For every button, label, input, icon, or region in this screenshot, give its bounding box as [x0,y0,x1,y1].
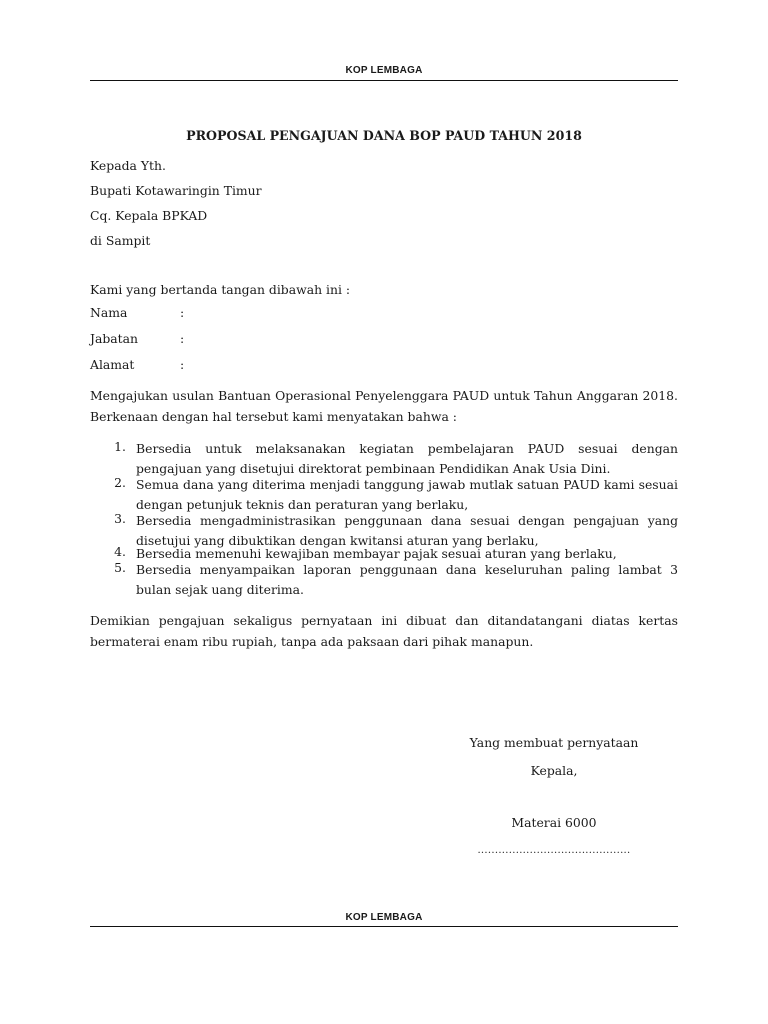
list-text: Bersedia menyampaikan laporan penggunaan dana keseluruhan paling lambat 3 bulan sejak uang diterima. [136,562,678,597]
signature-maker: Yang membuat pernyataan [469,735,639,750]
field-label-jabatan: Jabatan [90,331,139,346]
list-text: Bersedia memenuhi kewajiban membayar pajak sesuai aturan yang berlaku, [136,546,617,561]
header-kop-lembaga: KOP LEMBAGA [345,65,423,76]
list-number: 4. [114,544,126,559]
list-text: Bersedia mengadministrasikan penggunaan dana sesuai dengan pengajuan yang disetujui yang dibuktikan dengan kwitansi aturan yang berlaku, [136,513,678,548]
signature-dotted-line: ............................................ [477,845,631,856]
list-text: Semua dana yang diterima menjadi tanggung jawab mutlak satuan PAUD kami sesuai dengan petunjuk teknis dan peraturan yang berlaku, [136,477,678,512]
footer-divider [90,926,678,927]
list-number: 2. [114,475,126,490]
list-number: 3. [114,511,126,526]
list-number: 1. [114,439,126,454]
list-number: 5. [114,560,126,575]
document-title: PROPOSAL PENGAJUAN DANA BOP PAUD TAHUN 2018 [186,128,582,143]
list-text: Bersedia untuk melaksanakan kegiatan pembelajaran PAUD sesuai dengan pengajuan yang disetujui direktorat pembinaan Pendidikan Anak Usia Dini. [136,441,678,476]
closing-paragraph: Demikian pengajuan sekaligus pernyataan ini dibuat dan ditandatangani diatas kertas bermaterai enam ribu rupiah, tanpa ada paksaan dari pihak manapun. [90,613,678,649]
field-label-nama: Nama [90,305,128,320]
signature-stamp: Materai 6000 [511,815,597,830]
field-colon: : [180,331,185,346]
header-divider [90,80,678,81]
intro-text: Kami yang bertanda tangan dibawah ini : [90,282,351,297]
signature-position: Kepala, [530,763,578,778]
field-colon: : [180,305,185,320]
field-label-alamat: Alamat [90,357,135,372]
addressee-line-4: di Sampit [90,233,151,248]
addressee-line-2: Bupati Kotawaringin Timur [90,183,262,198]
addressee-line-1: Kepada Yth. [90,158,166,173]
field-colon: : [180,357,185,372]
footer-kop-lembaga: KOP LEMBAGA [345,912,423,923]
statement-paragraph: Mengajukan usulan Bantuan Operasional Penyelenggara PAUD untuk Tahun Anggaran 2018. Berkenaan dengan hal tersebut kami menyatakan bahwa : [90,388,678,424]
addressee-line-3: Cq. Kepala BPKAD [90,208,208,223]
